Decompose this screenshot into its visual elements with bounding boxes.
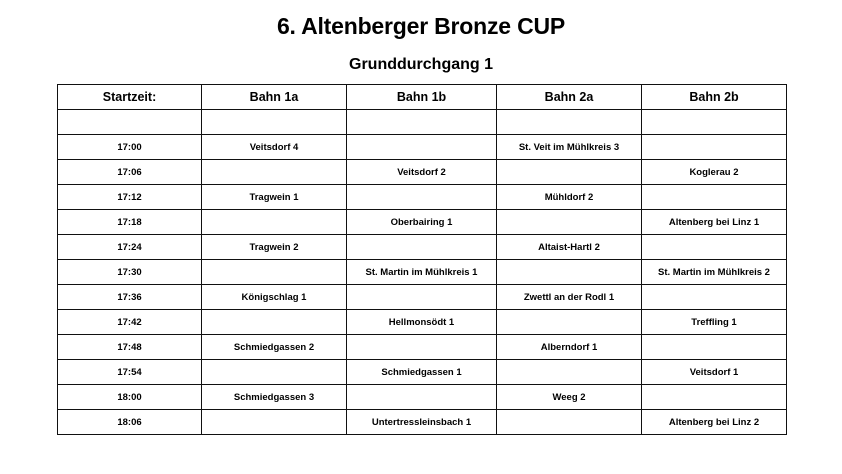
cell-bahn-2b [642, 185, 787, 210]
cell-bahn-1a [202, 360, 347, 385]
cell-bahn-1a [202, 260, 347, 285]
cell-bahn-2b [642, 135, 787, 160]
cell-bahn-1a: Schmiedgassen 3 [202, 385, 347, 410]
table-row [58, 210, 787, 235]
cell-bahn-1b [347, 135, 497, 160]
document-subtitle: Grunddurchgang 1 [349, 56, 493, 73]
cell-bahn-1a [202, 210, 347, 235]
cell-start-time: 17:30 [58, 260, 202, 285]
cell-bahn-1a: Tragwein 2 [202, 235, 347, 260]
cell-bahn-1b [347, 335, 497, 360]
cell-bahn-2b: Veitsdorf 1 [642, 360, 787, 385]
table-row [58, 110, 787, 135]
header-row [58, 85, 787, 110]
cell-start-time: 17:12 [58, 185, 202, 210]
table-row [58, 185, 787, 210]
table-row [58, 285, 787, 310]
cell-bahn-1b: Oberbairing 1 [347, 210, 497, 235]
header-bahn-1a: Bahn 1a [202, 85, 347, 110]
cell-bahn-2b [642, 285, 787, 310]
cell-bahn-1a [202, 410, 347, 435]
cell-bahn-2a [497, 360, 642, 385]
cell-start-time: 17:00 [58, 135, 202, 160]
cell-bahn-2b: Altenberg bei Linz 2 [642, 410, 787, 435]
schedule-table [57, 84, 787, 435]
cell-bahn-1a [202, 110, 347, 135]
table-row [58, 135, 787, 160]
header-bahn-1b: Bahn 1b [347, 85, 497, 110]
cell-bahn-1b: Schmiedgassen 1 [347, 360, 497, 385]
cell-bahn-1b [347, 235, 497, 260]
header-bahn-2b: Bahn 2b [642, 85, 787, 110]
cell-bahn-1b: Veitsdorf 2 [347, 160, 497, 185]
table-row [58, 335, 787, 360]
cell-bahn-1b [347, 385, 497, 410]
cell-bahn-1b: Hellmonsödt 1 [347, 310, 497, 335]
cell-bahn-2a [497, 310, 642, 335]
cell-bahn-1a [202, 310, 347, 335]
cell-bahn-2b [642, 235, 787, 260]
cell-bahn-2a: Alberndorf 1 [497, 335, 642, 360]
header-startzeit: Startzeit: [58, 85, 202, 110]
cell-bahn-1a: Tragwein 1 [202, 185, 347, 210]
cell-bahn-2a: Altaist-Hartl 2 [497, 235, 642, 260]
table-row [58, 360, 787, 385]
table-row [58, 410, 787, 435]
cell-bahn-1b: Untertressleinsbach 1 [347, 410, 497, 435]
cell-bahn-2a: Weeg 2 [497, 385, 642, 410]
cell-bahn-1a: Veitsdorf 4 [202, 135, 347, 160]
table-row [58, 260, 787, 285]
cell-bahn-1b [347, 285, 497, 310]
cell-bahn-2b: Koglerau 2 [642, 160, 787, 185]
cell-bahn-2a [497, 110, 642, 135]
cell-bahn-2b [642, 335, 787, 360]
cell-bahn-2b: Altenberg bei Linz 1 [642, 210, 787, 235]
cell-start-time [58, 110, 202, 135]
cell-bahn-1a: Königschlag 1 [202, 285, 347, 310]
cell-bahn-2a: Mühldorf 2 [497, 185, 642, 210]
cell-bahn-1a [202, 160, 347, 185]
cell-start-time: 17:36 [58, 285, 202, 310]
cell-bahn-2a [497, 260, 642, 285]
table-row [58, 160, 787, 185]
cell-bahn-2a: Zwettl an der Rodl 1 [497, 285, 642, 310]
cell-start-time: 17:18 [58, 210, 202, 235]
cell-start-time: 17:06 [58, 160, 202, 185]
cell-bahn-2b: Treffling 1 [642, 310, 787, 335]
cell-bahn-2b [642, 385, 787, 410]
document-title: 6. Altenberger Bronze CUP [276, 13, 566, 39]
cell-start-time: 18:06 [58, 410, 202, 435]
cell-start-time: 17:42 [58, 310, 202, 335]
cell-start-time: 17:24 [58, 235, 202, 260]
cell-bahn-1b [347, 185, 497, 210]
cell-bahn-1b: St. Martin im Mühlkreis 1 [347, 260, 497, 285]
table-row [58, 235, 787, 260]
table-row [58, 385, 787, 410]
cell-start-time: 18:00 [58, 385, 202, 410]
cell-bahn-2a: St. Veit im Mühlkreis 3 [497, 135, 642, 160]
cell-start-time: 17:48 [58, 335, 202, 360]
cell-bahn-2a [497, 160, 642, 185]
cell-bahn-1b [347, 110, 497, 135]
cell-bahn-2b: St. Martin im Mühlkreis 2 [642, 260, 787, 285]
header-bahn-2a: Bahn 2a [497, 85, 642, 110]
cell-bahn-1a: Schmiedgassen 2 [202, 335, 347, 360]
table-row [58, 310, 787, 335]
cell-bahn-2b [642, 110, 787, 135]
cell-start-time: 17:54 [58, 360, 202, 385]
cell-bahn-2a [497, 210, 642, 235]
cell-bahn-2a [497, 410, 642, 435]
